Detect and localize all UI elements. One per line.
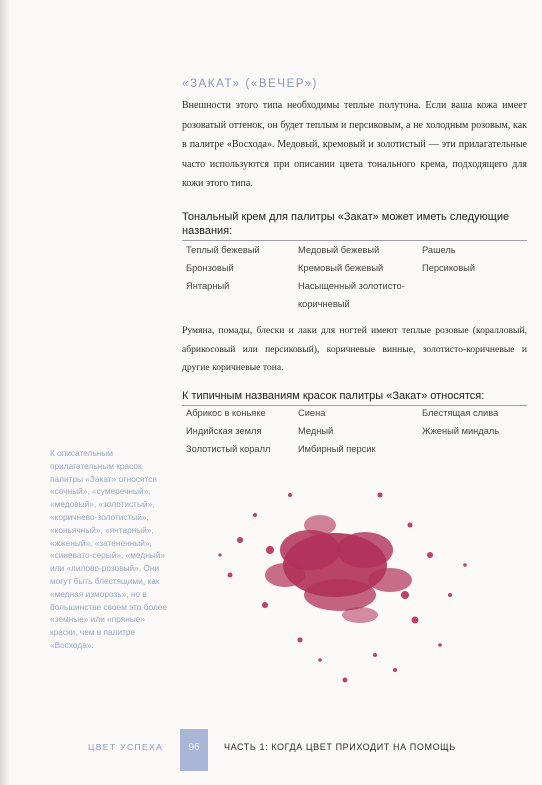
color-name: Медный bbox=[298, 426, 334, 436]
foundation-name: Кремовый бежевый bbox=[298, 263, 384, 273]
binding-shadow bbox=[0, 0, 10, 785]
foundation-name: Медовый бежевый bbox=[298, 245, 380, 255]
foundation-name: Янтарный bbox=[186, 281, 230, 291]
color-names-heading: К типичным названиям красок палитры «Закат» относятся: bbox=[182, 389, 527, 406]
color-name: Имбирный персик bbox=[298, 444, 376, 454]
color-name: Золотистый коралл bbox=[186, 444, 271, 454]
page-number: 96 bbox=[188, 742, 200, 753]
foundation-name: Рашель bbox=[422, 245, 456, 255]
powder-pile bbox=[265, 515, 412, 623]
foundation-names-heading: Тональный крем для палитры «Закат» может иметь следующие названия: bbox=[182, 210, 527, 241]
color-name: Жженый миндаль bbox=[422, 426, 500, 436]
color-name: Индийская земля bbox=[186, 426, 262, 436]
intro-paragraph: Внешности этого типа необходимы теплые полутона. Если ваша кожа имеет розоватый оттенок, он будет теплым и персиковым, а не холодным розовым, как в палитре «Восхода». Медовый, кремовый и золотистый — эти прилагательные часто используются при описании цвета тонального крема, подходящего для кожи этого типа. bbox=[182, 100, 527, 189]
footer-book-title: ЦВЕТ УСПЕХА bbox=[88, 742, 164, 752]
foundation-name: Насыщенный золотисто-коричневый bbox=[298, 281, 405, 309]
sidebar-note: К описательным прилагательным красок палитры «Закат» относятся «сочный», «сумеречный», «медовый», «золотистый», «коричнево-золотистый», «коньячный», «янтарный», «жженый», «затененный», «синевато-серый», «медный» или «лилово-розовый». Они могут быть блестящими, как «медная изморозь», но в большинстве своем это более «земные» или «пряные» краски, чем в палитре «Восхода». bbox=[50, 448, 168, 650]
color-name: Абрикос в коньяке bbox=[186, 408, 266, 418]
color-name: Сиена bbox=[298, 408, 326, 418]
footer-chapter-title: ЧАСТЬ 1: КОГДА ЦВЕТ ПРИХОДИТ НА ПОМОЩЬ bbox=[224, 742, 456, 752]
color-name: Блестящая слива bbox=[422, 408, 499, 418]
foundation-names-grid bbox=[186, 241, 526, 311]
color-names-grid bbox=[186, 404, 526, 458]
section-title: «ЗАКАТ» («ВЕЧЕР») bbox=[182, 78, 318, 90]
foundation-name: Персиковый bbox=[422, 263, 476, 273]
cosmetics-paragraph: Румяна, помады, блески и лаки для ногтей имеют теплые розовые (коралловый, абрикосовый или персиковый), коричневые винные, золотисто-коричневые и другие коричневые тона. bbox=[182, 325, 527, 373]
foundation-name: Бронзовый bbox=[186, 263, 234, 273]
page-number-tab bbox=[180, 729, 208, 771]
foundation-name: Теплый бежевый bbox=[186, 245, 260, 255]
pigment-powder-image bbox=[200, 455, 500, 705]
